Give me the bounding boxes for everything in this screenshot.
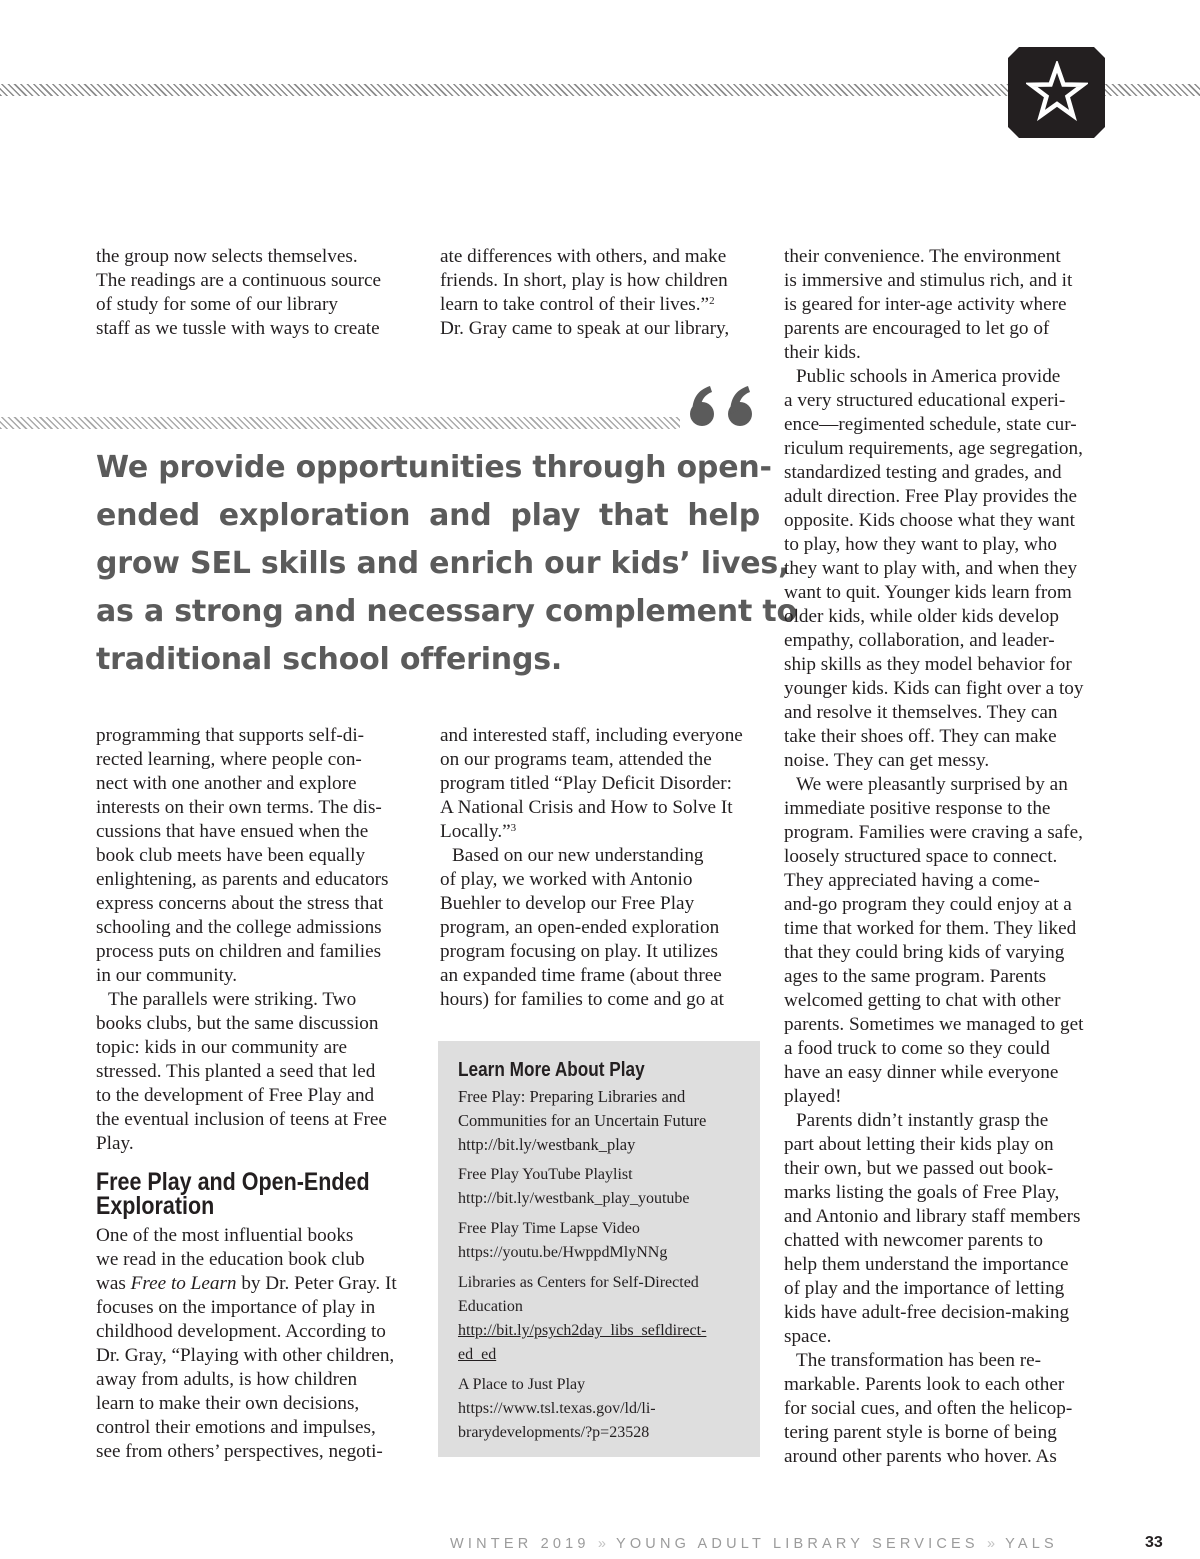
resource-entry bbox=[458, 1163, 748, 1211]
text-line: part about letting their kids play on bbox=[784, 1134, 1054, 1155]
text-line: marks listing the goals of Free Play, bbox=[784, 1182, 1060, 1203]
text-line: stressed. This planted a seed that led bbox=[96, 1061, 376, 1082]
text-line: around other parents who hover. As bbox=[784, 1446, 1057, 1467]
text-line: of play, we worked with Antonio bbox=[440, 869, 693, 890]
text-line: help them understand the importance bbox=[784, 1254, 1069, 1275]
text-line: schooling and the college admissions bbox=[96, 917, 382, 938]
text-line: welcomed getting to chat with other bbox=[784, 990, 1061, 1011]
text-line: The readings are a continuous source bbox=[96, 270, 382, 291]
column-1-section-body bbox=[96, 1224, 416, 1464]
text-line: the eventual inclusion of teens at Free bbox=[96, 1109, 387, 1130]
resource-title: Free Play YouTube Playlist bbox=[458, 1166, 633, 1183]
resource-title: Free Play Time Lapse Video bbox=[458, 1220, 640, 1237]
resource-title: Free Play: Preparing Libraries and bbox=[458, 1087, 686, 1106]
text-line: and-go program they could enjoy at a bbox=[784, 894, 1072, 915]
text-line: on our programs team, attended the bbox=[440, 749, 712, 770]
text-line: they want to play with, and when they bbox=[784, 558, 1078, 579]
column-2-top bbox=[440, 245, 760, 341]
text-line: an expanded time frame (about three bbox=[440, 965, 722, 986]
text-line: enlightening, as parents and educators bbox=[96, 869, 389, 890]
text-line: One of the most influential books bbox=[96, 1225, 354, 1246]
page-footer bbox=[450, 1536, 1058, 1552]
text-line: process puts on children and families bbox=[96, 941, 382, 962]
text-line: parents. Sometimes we managed to get bbox=[784, 1014, 1084, 1035]
text-line: interests on their own terms. The dis- bbox=[96, 797, 382, 818]
section-badge bbox=[1008, 47, 1105, 138]
text-line: program. Families were craving a safe, bbox=[784, 822, 1083, 843]
text-line: cussions that have ensued when the bbox=[96, 821, 369, 842]
text-line: riculum requirements, age segregation, bbox=[784, 438, 1083, 459]
text-line: see from others’ perspectives, negoti- bbox=[96, 1441, 383, 1462]
pull-quote-line: ended exploration and play that help bbox=[96, 498, 760, 533]
text-line bbox=[440, 820, 760, 844]
text-line: immediate positive response to the bbox=[784, 798, 1051, 819]
resource-link[interactable]: https://youtu.be/HwppdMlyNNg bbox=[458, 1244, 668, 1261]
text-line: Buehler to develop our Free Play bbox=[440, 893, 695, 914]
resource-entry bbox=[458, 1373, 748, 1445]
resource-link[interactable]: https://www.tsl.texas.gov/ld/li- bbox=[458, 1400, 656, 1417]
text-line: hours) for families to come and go at bbox=[440, 989, 724, 1010]
text-line: Dr. Gray came to speak at our library, bbox=[440, 318, 730, 339]
text-line: opposite. Kids choose what they want bbox=[784, 510, 1075, 531]
text-line: tering parent style is borne of being bbox=[784, 1422, 1057, 1443]
text-line: Dr. Gray, “Playing with other children, bbox=[96, 1345, 395, 1366]
text-line: older kids, while older kids develop bbox=[784, 606, 1059, 627]
footer-separator: » bbox=[987, 1536, 998, 1552]
text-line: express concerns about the stress that bbox=[96, 893, 384, 914]
text-line: parents are encouraged to let go of bbox=[784, 318, 1050, 339]
resource-link[interactable]: http://bit.ly/westbank_play_youtube bbox=[458, 1190, 690, 1207]
text-line-content: by Dr. Peter Gray. It bbox=[236, 1273, 397, 1294]
footer-issue: WINTER 2019 bbox=[450, 1536, 590, 1552]
text-line: is immersive and stimulus rich, and it bbox=[784, 270, 1073, 291]
text-line: ate differences with others, and make bbox=[440, 246, 727, 267]
text-line: book club meets have been equally bbox=[96, 845, 366, 866]
text-line: away from adults, is how children bbox=[96, 1369, 358, 1390]
text-line: noise. They can get messy. bbox=[784, 750, 990, 771]
text-line: loosely structured space to connect. bbox=[784, 846, 1058, 867]
text-line-content: learn to take control of their lives.” bbox=[440, 294, 710, 315]
text-line: of study for some of our library bbox=[96, 294, 338, 315]
text-line: program, an open-ended exploration bbox=[440, 917, 720, 938]
text-line: and Antonio and library staff members bbox=[784, 1206, 1081, 1227]
text-line: The transformation has been re- bbox=[796, 1350, 1042, 1371]
resource-title: A Place to Just Play bbox=[458, 1376, 586, 1393]
sidebar-title: Learn More About Play bbox=[458, 1059, 645, 1081]
text-line: A National Crisis and How to Solve It bbox=[440, 797, 733, 818]
text-line: a very structured educational experi- bbox=[784, 390, 1066, 411]
text-line: in our community. bbox=[96, 965, 238, 986]
text-line: that they could bring kids of varying bbox=[784, 942, 1065, 963]
footer-short-title: YALS bbox=[1005, 1536, 1058, 1552]
resource-title: Communities for an Uncertain Future bbox=[458, 1111, 707, 1130]
text-line: staff as we tussle with ways to create bbox=[96, 318, 380, 339]
text-line: played! bbox=[784, 1086, 842, 1107]
text-line: ship skills as they model behavior for bbox=[784, 654, 1072, 675]
column-1-body bbox=[96, 724, 416, 1156]
text-line: control their emotions and impulses, bbox=[96, 1417, 376, 1438]
text-line bbox=[96, 1272, 416, 1296]
text-line: for social cues, and often the helicop- bbox=[784, 1398, 1073, 1419]
resource-link[interactable]: http://bit.ly/westbank_play bbox=[458, 1135, 636, 1154]
resource-entry bbox=[458, 1085, 748, 1157]
text-line: chatted with newcomer parents to bbox=[784, 1230, 1043, 1251]
resource-entry bbox=[458, 1217, 748, 1265]
column-1-top bbox=[96, 245, 416, 341]
text-line: We were pleasantly surprised by an bbox=[796, 774, 1068, 795]
text-line: ence—regimented schedule, state cur- bbox=[784, 414, 1077, 435]
book-title: Free to Learn bbox=[130, 1273, 237, 1294]
text-line: we read in the education book club bbox=[96, 1249, 365, 1270]
quote-hatched-band bbox=[0, 417, 680, 429]
text-line: and interested staff, including everyone bbox=[440, 725, 743, 746]
star-icon bbox=[1026, 61, 1088, 123]
text-line: program titled “Play Deficit Disorder: bbox=[440, 773, 732, 794]
resource-title: Education bbox=[458, 1298, 523, 1315]
text-line: books clubs, but the same discussion bbox=[96, 1013, 379, 1034]
resource-link[interactable]: ed_ed bbox=[458, 1346, 497, 1363]
text-line: want to quit. Younger kids learn from bbox=[784, 582, 1072, 603]
text-line: ages to the same program. Parents bbox=[784, 966, 1047, 987]
text-line: and resolve it themselves. They can bbox=[784, 702, 1058, 723]
text-line: They appreciated having a come- bbox=[784, 870, 1040, 891]
text-line: standardized testing and grades, and bbox=[784, 462, 1062, 483]
pull-quote bbox=[96, 444, 797, 684]
text-line: Based on our new understanding bbox=[452, 845, 704, 866]
text-line: The parallels were striking. Two bbox=[108, 989, 357, 1010]
text-line: of play and the importance of letting bbox=[784, 1278, 1065, 1299]
text-line: is geared for inter-age activity where bbox=[784, 294, 1067, 315]
text-line-content: was bbox=[96, 1273, 131, 1294]
resource-link[interactable]: brarydevelopments/?p=23528 bbox=[458, 1424, 650, 1441]
text-line: adult direction. Free Play provides the bbox=[784, 486, 1078, 507]
pull-quote-line: as a strong and necessary complement to bbox=[96, 594, 797, 629]
footer-publication: YOUNG ADULT LIBRARY SERVICES bbox=[615, 1536, 979, 1552]
text-line: topic: kids in our community are bbox=[96, 1037, 347, 1058]
text-line: have an easy dinner while everyone bbox=[784, 1062, 1059, 1083]
text-line: programming that supports self-di- bbox=[96, 725, 365, 746]
text-line-content: Locally.” bbox=[440, 821, 511, 842]
text-line: kids have adult-free decision-making bbox=[784, 1302, 1070, 1323]
text-line: take their shoes off. They can make bbox=[784, 726, 1057, 747]
text-line: Parents didn’t instantly grasp the bbox=[796, 1110, 1049, 1131]
pull-quote-line: grow SEL skills and enrich our kids’ lives, bbox=[96, 546, 790, 581]
text-line: focuses on the importance of play in bbox=[96, 1297, 376, 1318]
text-line: nect with one another and explore bbox=[96, 773, 357, 794]
column-2-body bbox=[440, 724, 760, 1012]
text-line: Public schools in America provide bbox=[796, 366, 1061, 387]
top-hatched-band bbox=[0, 84, 1010, 96]
text-line: learn to make their own decisions, bbox=[96, 1393, 360, 1414]
text-line: rected learning, where people con- bbox=[96, 749, 362, 770]
text-line: empathy, collaboration, and leader- bbox=[784, 630, 1055, 651]
text-line: friends. In short, play is how children bbox=[440, 270, 728, 291]
section-heading: Free Play and Open-Ended Exploration bbox=[96, 1168, 370, 1220]
sidebar-body bbox=[458, 1085, 748, 1451]
text-line: their own, but we passed out book- bbox=[784, 1158, 1054, 1179]
text-line: time that worked for them. They liked bbox=[784, 918, 1077, 939]
text-line: to play, how they want to play, who bbox=[784, 534, 1058, 555]
text-line: a food truck to come so they could bbox=[784, 1038, 1050, 1059]
text-line: program focusing on play. It utilizes bbox=[440, 941, 718, 962]
column-3-body bbox=[784, 245, 1114, 1469]
text-line: markable. Parents look to each other bbox=[784, 1374, 1065, 1395]
pull-quote-line: traditional school offerings. bbox=[96, 642, 563, 677]
footnote-ref: 3 bbox=[510, 822, 517, 834]
text-line: younger kids. Kids can fight over a toy bbox=[784, 678, 1084, 699]
resource-entry bbox=[458, 1271, 748, 1367]
quote-marks-icon bbox=[688, 378, 762, 434]
footer-separator: » bbox=[597, 1536, 608, 1552]
footnote-ref: 2 bbox=[709, 295, 715, 307]
resource-title: Libraries as Centers for Self-Directed bbox=[458, 1274, 699, 1291]
page-number: 33 bbox=[1145, 1534, 1163, 1551]
text-line: childhood development. According to bbox=[96, 1321, 386, 1342]
text-line: their convenience. The environment bbox=[784, 246, 1061, 267]
resource-link[interactable]: http://bit.ly/psych2day_libs_sefldirect- bbox=[458, 1322, 707, 1339]
text-line: Play. bbox=[96, 1133, 134, 1154]
top-hatched-band-right bbox=[1104, 84, 1200, 96]
text-line: their kids. bbox=[784, 342, 861, 363]
text-line: the group now selects themselves. bbox=[96, 246, 358, 267]
learn-more-sidebar bbox=[438, 1041, 760, 1457]
text-line bbox=[440, 293, 760, 317]
text-line: to the development of Free Play and bbox=[96, 1085, 375, 1106]
pull-quote-line: We provide opportunities through open- bbox=[96, 450, 772, 485]
text-line: space. bbox=[784, 1326, 832, 1347]
